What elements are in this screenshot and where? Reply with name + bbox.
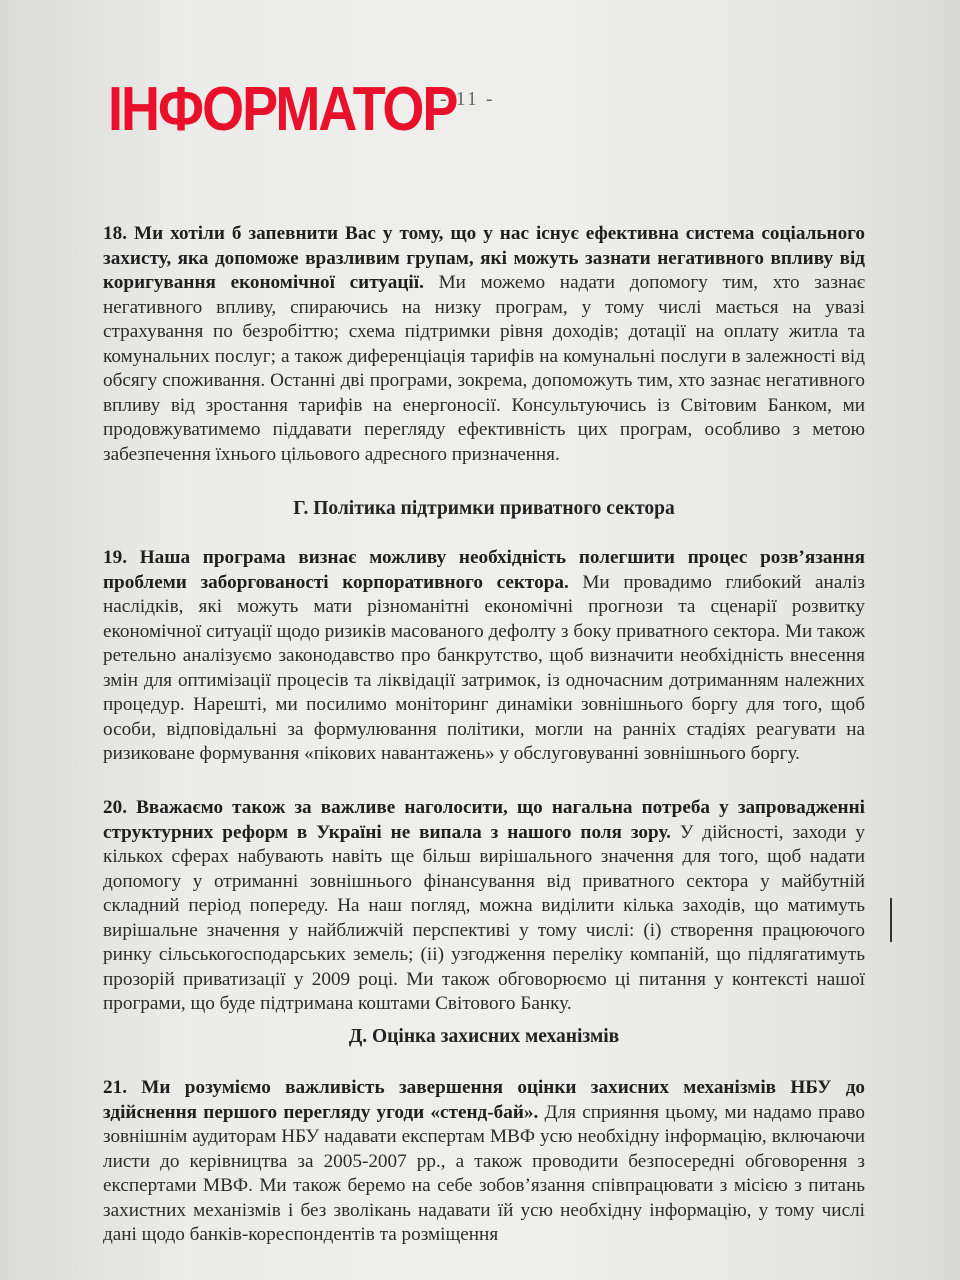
- paragraph-18-bold-lead: 18. Ми хотіли б запевнити Вас у тому, що у нас існує ефективна система соціального захисту, яка допоможе вразливим групам, які можуть зазнати негативного впливу від коригування економічної ситуації.: [103, 223, 865, 293]
- paragraph-19: [103, 546, 865, 767]
- paragraph-20-body: У дійсності, заходи у кількох сферах набувають навіть ще більш вирішального значення для того, щоб надати допомогу у отриманні зовнішнього фінансування від приватного сектора у майбутній складний період попереду. На наш погляд, можна виділити кілька заходів, що матимуть вирішальне значення у найближчій перспективі у тому числі: (і) створення працюючого ринку сільськогосподарських земель; (іі) узгодження переліку компаній, що підлягатимуть прозорій приватизації у 2009 році. Ми також обговорюємо ці питання у контексті нашої програми, що буде підтримана коштами Світового Банку.: [103, 821, 865, 1014]
- paragraph-20: [103, 796, 865, 1017]
- section-heading-d: Д. Оцінка захисних механізмів: [348, 1026, 620, 1047]
- margin-mark: [890, 898, 892, 942]
- paragraph-19-body: Ми провадимо глибокий аналіз наслідків, які можуть мати різноманітні економічні прогнози та сценарії розвитку економічної ситуації щодо ризиків масованого дефолту з боку приватного сектора. Ми також ретельно аналізуємо законодавство про банкрутство, щоб визначити необхідність внесення змін для оптимізації процесів та ліквідації затримок, із одночасним дотриманням належних процедур. Нарешті, ми посилимо моніторинг динаміки зовнішнього боргу для того, щоб особи, відповідальні за формулювання політики, могли на ранніх стадіях реагувати на ризиковане формування «пікових навантажень» у обслуговуванні зовнішнього боргу.: [103, 571, 865, 764]
- paragraph-21-body: Для сприяння цьому, ми надамо право зовнішнім аудиторам НБУ надавати експертам МВФ усю необхідну інформацію, включаючи листи до керівництва за 2005-2007 рр., а також проводити безпосередні обговорення з експертами МВФ. Ми також беремо на себе зобов’язання співпрацювати з місією з питань захистних механізмів і без зволікань надавати їй усю необхідну інформацію, у тому числі дані щодо банків-кореспондентів та розміщення: [103, 1101, 865, 1245]
- paragraph-21: [103, 1076, 865, 1248]
- informator-logo: ІНФОРМАТОР: [108, 74, 457, 144]
- section-heading-g: Г. Політика підтримки приватного сектора: [293, 498, 675, 519]
- paragraph-19-bold-lead: 19. Наша програма визнає можливу необхідність полегшити процес розв’язання проблеми заборгованості корпоративного сектора.: [103, 547, 865, 593]
- paragraph-20-bold-lead: 20. Вважаємо також за важливе наголосити, що нагальна потреба у запровадженні структурних реформ в Україні не випала з нашого поля зору.: [103, 797, 865, 843]
- paragraph-21-bold-lead: 21. Ми розуміємо важливість завершення оцінки захисних механізмів НБУ до здійснення першого перегляду угоди «стенд-бай».: [103, 1077, 865, 1123]
- paragraph-18: [103, 222, 865, 467]
- paragraph-18-body: Ми можемо надати допомогу тим, хто зазнає негативного впливу, спираючись на низку програм, у тому числі мається на увазі страхування по безробіттю; схема підтримки рівня доходів; дотації на оплату житла та комунальних послуг; а також диференціація тарифів на комунальні послуги в залежності від обсягу споживання. Останні дві програми, зокрема, допоможуть тим, хто зазнає негативного впливу від зростання тарифів на енергоносії. Консультуючись із Світовим Банком, ми продовжуватимемо піддавати перегляду ефективність цих програм, особливо з метою забезпечення їхнього цільового адресного призначення.: [103, 272, 866, 465]
- page-number: - 11 -: [440, 88, 495, 110]
